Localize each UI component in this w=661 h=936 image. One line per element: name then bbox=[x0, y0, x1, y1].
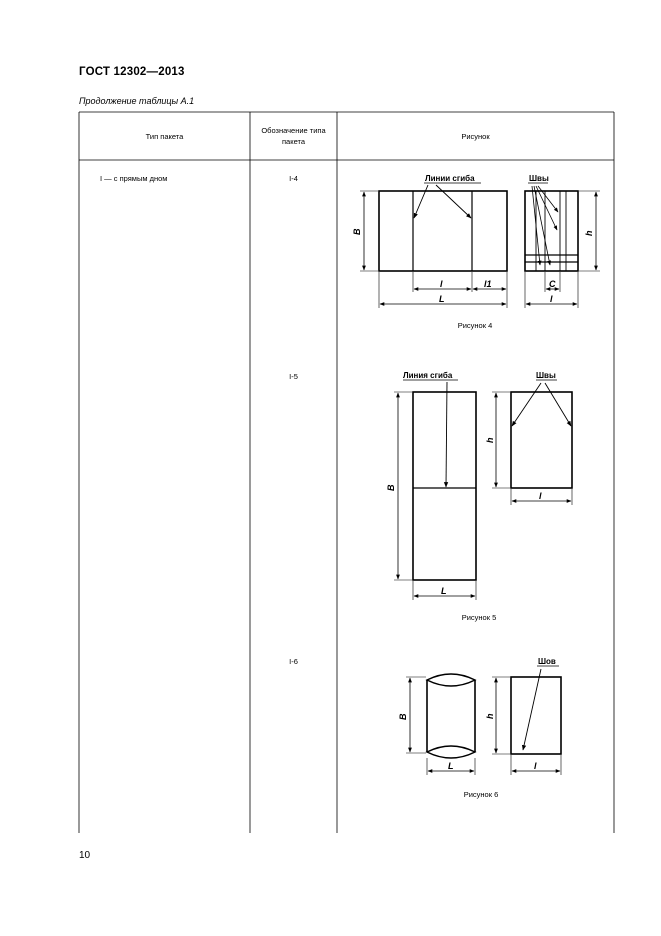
fig6-dim-b: B bbox=[398, 713, 408, 720]
fig4-dim-l1: l1 bbox=[484, 279, 492, 289]
fig5-seams-label: Швы bbox=[536, 371, 556, 380]
fig4-dim-h: h bbox=[584, 230, 594, 236]
header-figure: Рисунок bbox=[461, 132, 490, 141]
figure-5-diagram bbox=[394, 380, 572, 600]
designation-i5: I-5 bbox=[289, 372, 298, 381]
fig4-seams-label: Швы bbox=[529, 174, 549, 183]
figure-5-labels bbox=[386, 371, 556, 596]
designation-i6: I-6 bbox=[289, 657, 298, 666]
fig4-dim-b: B bbox=[352, 228, 362, 235]
figure-6-caption: Рисунок 6 bbox=[463, 790, 499, 799]
fig6-dim-big-l: L bbox=[448, 761, 454, 771]
figure-4-diagram bbox=[360, 183, 600, 308]
header-designation: Обозначение типа пакета bbox=[261, 126, 326, 146]
fig6-dim-l: l bbox=[534, 761, 537, 771]
fig4-dim-big-l: L bbox=[439, 294, 445, 304]
figure-4-labels bbox=[352, 174, 594, 304]
header-package-type: Тип пакета bbox=[145, 132, 184, 141]
fig4-dim-c: C bbox=[549, 279, 556, 289]
fig5-dim-h: h bbox=[485, 437, 495, 443]
table-continuation-label: Продолжение таблицы А.1 bbox=[79, 96, 195, 106]
document-title: ГОСТ 12302—2013 bbox=[79, 66, 185, 78]
table-grid bbox=[79, 112, 614, 833]
fig6-dim-h: h bbox=[485, 713, 495, 719]
fig5-dim-b: B bbox=[386, 484, 396, 491]
figure-6-diagram bbox=[406, 666, 561, 775]
package-type-cell: I — с прямым дном bbox=[100, 174, 168, 183]
fig4-dim-l: l bbox=[440, 279, 443, 289]
figure-4-caption: Рисунок 4 bbox=[457, 321, 493, 330]
figure-5-caption: Рисунок 5 bbox=[461, 613, 497, 622]
designation-i4: I-4 bbox=[289, 174, 298, 183]
fig4-fold-label: Линии сгиба bbox=[425, 174, 475, 183]
fig5-dim-l: l bbox=[539, 491, 542, 501]
page-number: 10 bbox=[79, 850, 91, 861]
fig5-dim-big-l: L bbox=[441, 586, 447, 596]
fig5-fold-label: Линия сгиба bbox=[403, 371, 453, 380]
fig4-dim-side-l: l bbox=[550, 294, 553, 304]
fig6-seam-label: Шов bbox=[538, 657, 556, 666]
